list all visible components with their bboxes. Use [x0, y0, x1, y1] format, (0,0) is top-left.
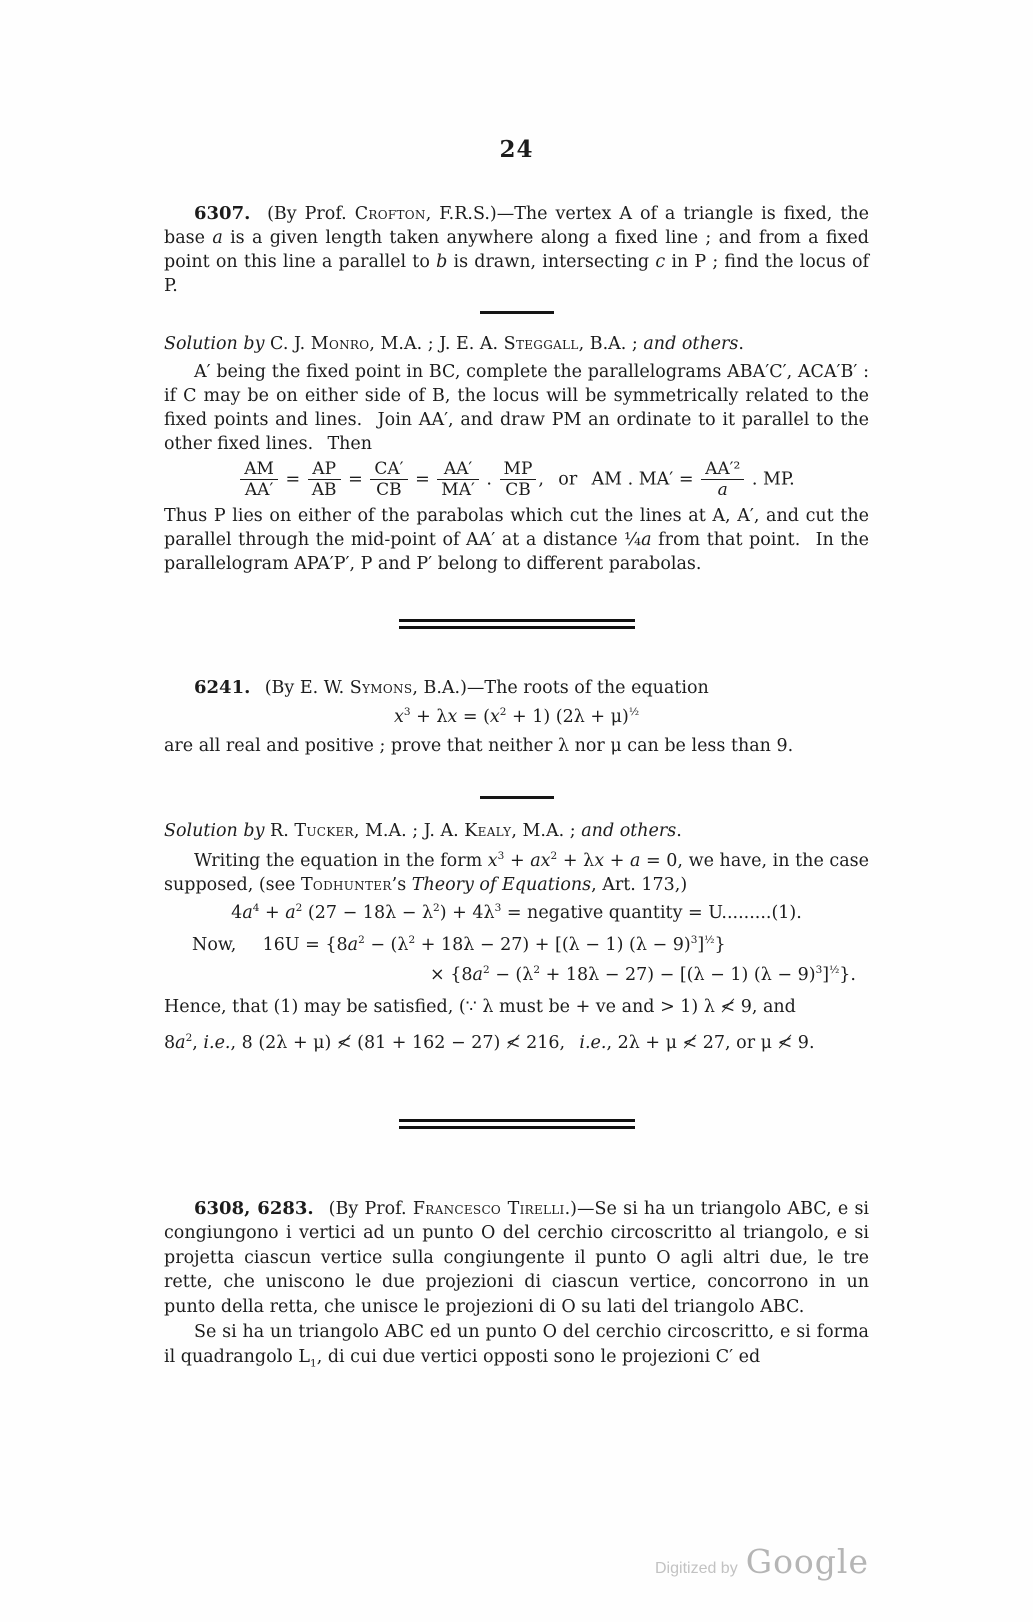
text-segment: 2: [499, 705, 507, 718]
text-segment: 3: [815, 963, 823, 976]
text-segment: − (λ: [489, 964, 534, 985]
text-segment: .: [480, 469, 498, 490]
text-segment: from that point. In the parallelogram APA′P′, P and P′ belong to different parabolas.: [164, 529, 870, 574]
text-segment: , M.A. ;: [511, 820, 582, 841]
text-segment: Writing the equation in the form: [194, 850, 488, 871]
text-segment: Francesco Tirelli: [412, 1198, 565, 1219]
text-segment: 2: [533, 963, 541, 976]
problem-6241-statement-continued: [164, 734, 869, 758]
problem-6308-statement: [164, 1197, 869, 1320]
text-segment: , B.A. ;: [578, 334, 644, 354]
text-segment: = negative quantity = U.........(1).: [501, 902, 802, 923]
text-segment: x: [487, 850, 498, 871]
text-segment: Steggall: [503, 334, 579, 354]
text-segment: b: [436, 252, 448, 272]
solution-6307-paragraph-2: [164, 504, 869, 576]
text-segment: , F.R.S.)—The vertex A of a triangle is fixed, the base: [164, 204, 869, 248]
text-segment: (27 − 18λ − λ: [302, 902, 434, 923]
text-segment: +: [504, 850, 531, 871]
text-segment: 2: [433, 901, 440, 914]
text-segment: 6308, 6283.: [194, 1197, 314, 1219]
text-segment: 6307.: [194, 203, 251, 224]
text-segment: C. J.: [264, 334, 311, 354]
text-segment: +: [259, 902, 286, 923]
text-segment: 3: [403, 705, 411, 718]
text-segment: R.: [264, 820, 295, 841]
text-segment: 2: [408, 933, 416, 946]
text-segment: Se si ha un triangolo ABC ed un punto O del cerchio circoscritto, e si forma il quadrangolo L: [164, 1322, 869, 1367]
text-segment: in P ; find the locus of P.: [164, 252, 870, 296]
text-segment: + λ: [557, 850, 595, 871]
text-segment: + λ: [410, 706, 448, 727]
text-segment: Now, 16U = {8: [192, 934, 348, 955]
text-segment: Solution by: [164, 334, 265, 354]
text-segment: 2: [358, 933, 365, 946]
problem-6307-statement: [164, 202, 869, 298]
text-segment: =: [409, 469, 436, 490]
text-segment: , 8 (2λ + μ) ≮ (81 + 162 − 27) ≮ 216,: [230, 1032, 580, 1053]
text-segment: ,: [192, 1032, 204, 1053]
text-segment: ½: [704, 933, 715, 946]
page-number: 24: [499, 136, 534, 163]
text-segment: Crofton: [354, 204, 426, 224]
solution-6241-paragraph-2: [164, 995, 869, 1019]
short-divider-rule-2: [480, 796, 554, 799]
text-segment: 1: [310, 1357, 317, 1370]
text-segment: a: [175, 1032, 186, 1053]
text-segment: 3: [690, 933, 698, 946]
text-segment: . MP.: [746, 469, 795, 490]
text-segment: ½: [628, 705, 640, 718]
text-segment: 6241.: [194, 676, 251, 698]
text-segment: = 0, we have, in the case supposed, (see: [164, 850, 869, 895]
text-column: [0, 202, 1033, 1369]
text-segment: , 2λ + μ ≮ 27, or μ ≮ 9.: [606, 1032, 815, 1053]
text-segment: a: [347, 934, 359, 955]
text-segment: Tucker: [294, 820, 354, 841]
text-segment: a: [242, 902, 253, 923]
text-segment: }.: [839, 964, 856, 985]
text-segment: 2: [550, 849, 558, 862]
google-logo: Google: [745, 1542, 870, 1581]
text-segment: A′ being the fixed point in BC, complete the parallelograms ABA′C′, ACA′B′ : if C may be on either side of B, the locus will be symmetrically related to the fixed points and lines. Join AA′, and draw PM an ordinate to it parallel to the other fixed lines. Then: [164, 362, 869, 454]
equation-6307: [164, 460, 869, 500]
text-segment: 2: [295, 901, 303, 914]
text-segment: ) + 4λ: [439, 902, 495, 923]
solution-6307-paragraph-1: [164, 360, 869, 456]
problem-6241-statement: [164, 676, 869, 700]
text-segment: ’s: [391, 874, 412, 895]
text-segment: , Art. 173,): [591, 874, 688, 895]
text-segment: ]: [822, 964, 830, 985]
problem-6308-paragraph-2: [164, 1320, 869, 1369]
text-segment: Todhunter: [300, 874, 392, 895]
text-segment: x: [393, 706, 404, 727]
text-segment: and others: [643, 334, 739, 354]
fraction: $\frac{MP}{CB}$: [500, 460, 537, 500]
text-segment: Kealy: [464, 820, 512, 841]
text-segment: .)—Se si ha un triangolo ABC, e si congiungono i vertici ad un punto O del cerchio circoscritto al triangolo, e si projetta ciascun vertice sulla congiungente il punto O agli altri due, le tre rette, che uniscono le due projezioni di ciascun vertice, concorrono in un punto della retta, che unisce le projezioni di O su lati del triangolo ABC.: [164, 1198, 870, 1317]
text-segment: + 18λ − 27) + [(λ − 1) (λ − 9): [415, 934, 691, 955]
solution-6307-byline: [164, 332, 869, 356]
text-segment: 2: [185, 1031, 193, 1044]
text-segment: ½: [829, 963, 840, 976]
text-segment: a: [472, 964, 483, 985]
fraction: $\frac{AA'}{MA'}$: [437, 460, 479, 500]
google-watermark: [655, 1542, 870, 1581]
text-segment: =: [279, 469, 306, 490]
digitized-by-label: Digitized by: [655, 1560, 738, 1577]
text-segment: 4: [231, 902, 243, 923]
text-segment: 4: [252, 901, 260, 914]
text-segment: 3: [494, 901, 502, 914]
text-segment: i.e.: [579, 1032, 607, 1053]
equation-6241-line-1: [164, 901, 869, 925]
fraction: $\frac{AM}{AA'}$: [240, 460, 278, 500]
text-segment: + 1) (2λ + μ): [506, 706, 629, 727]
text-segment: x: [489, 706, 500, 727]
solution-6241-paragraph-1: [164, 849, 869, 897]
text-segment: , or AM . MA′ =: [538, 469, 700, 490]
text-segment: .: [676, 820, 682, 841]
text-segment: Solution by: [164, 820, 265, 841]
text-segment: a: [212, 228, 223, 248]
text-segment: }: [714, 934, 726, 955]
text-segment: c: [655, 252, 666, 272]
text-segment: Thus P lies on either of the parabolas which cut the lines at A, A′, and cut the parallel through the mid-point of AA′ at a distance ¼: [164, 505, 869, 550]
text-segment: Symons: [349, 677, 413, 698]
text-segment: is a given length taken anywhere along a fixed line ; and from a fixed point on this line a parallel to: [164, 228, 869, 272]
text-segment: 8: [164, 1032, 176, 1053]
text-segment: are all real and positive ; prove that neither λ nor μ can be less than 9.: [164, 735, 794, 756]
text-segment: +: [604, 850, 630, 871]
text-segment: x: [447, 706, 458, 727]
text-segment: .: [738, 334, 744, 354]
text-segment: 3: [497, 849, 505, 862]
text-segment: × {8: [430, 964, 473, 985]
text-segment: Hence, that (1) may be satisfied, (∵ λ must be + ve and > 1) λ ≮ 9, and: [164, 996, 796, 1017]
text-segment: , B.A.)—The roots of the equation: [412, 677, 709, 698]
solution-6241-byline: [164, 819, 869, 843]
text-segment: a: [641, 529, 652, 550]
text-segment: (By Prof.: [313, 1198, 413, 1219]
solution-6241-paragraph-3: [164, 1031, 869, 1055]
equation-6241-line-2: [164, 933, 869, 957]
double-divider-rule-1: [399, 619, 635, 629]
text-segment: , M.A. ; J. E. A.: [369, 334, 504, 354]
text-segment: x: [594, 850, 605, 871]
text-segment: = (: [457, 706, 490, 727]
text-segment: Monro: [310, 334, 370, 354]
text-segment: (By E. W.: [250, 677, 350, 698]
fraction: $\frac{\text{AA′²}}{a}$: [701, 460, 744, 500]
text-segment: ]: [697, 934, 705, 955]
text-segment: + 18λ − 27) − [(λ − 1) (λ − 9): [540, 964, 816, 985]
text-segment: 2: [482, 963, 490, 976]
text-segment: (By Prof.: [250, 204, 355, 224]
fraction: $\frac{AP}{AB}$: [308, 460, 341, 500]
text-segment: Theory of Equations: [411, 874, 592, 895]
text-segment: , di cui due vertici opposti sono le projezioni C′ ed: [316, 1346, 761, 1367]
text-segment: is drawn, intersecting: [447, 252, 656, 272]
text-segment: a: [629, 850, 641, 871]
text-segment: =: [342, 469, 369, 490]
text-segment: i.e.: [203, 1032, 231, 1053]
text-segment: and others: [581, 820, 677, 841]
equation-6241-line-3: [164, 963, 869, 987]
text-segment: − (λ: [364, 934, 409, 955]
double-divider-rule-2: [399, 1119, 635, 1129]
equation-6241: [164, 705, 869, 729]
text-segment: ax: [530, 850, 551, 871]
short-divider-rule-1: [480, 311, 554, 314]
text-segment: , M.A. ; J. A.: [353, 820, 465, 841]
fraction: $\frac{CA'}{CB}$: [370, 460, 407, 500]
text-segment: a: [285, 902, 296, 923]
